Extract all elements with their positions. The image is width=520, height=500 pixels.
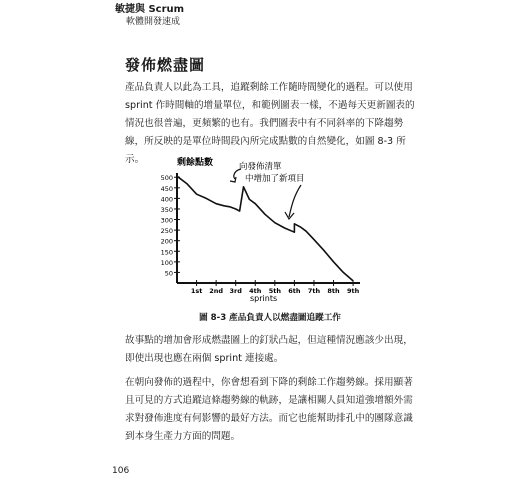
paragraph-trend: 在朝向發佈的過程中，你會想看到下降的剩餘工作趨勢線。採用顯著且可見的方式追蹤這條趨勢線的軌跡，是讓相關人員知道強增額外需求對發佈進度有何影響的最好方法。而它也能幫助排孔中的團隊意識到本身生產力方面的問題。 [125, 377, 413, 442]
y-tick-label: 400 [160, 195, 173, 204]
y-tick-label: 50 [164, 269, 173, 278]
page-number: 106 [112, 466, 130, 476]
annotation-arrow-2 [289, 185, 301, 217]
y-tick-label: 450 [160, 184, 173, 193]
y-tick-label: 150 [160, 248, 173, 257]
book-subtitle: 軟體開發速成 [126, 17, 181, 27]
x-axis-title: sprints [250, 294, 278, 303]
burndown-line [177, 176, 353, 281]
annotation-arrow-1-head [230, 177, 236, 182]
paragraph-intro: 產品負責人以此為工具，追蹤剩餘工作隨時間變化的過程。可以使用 sprint 作時間軸的增量單位，和範例圖表一樣，不過每天更新圖表的情況也很普遍，更頻繁的也有。我們圖表中有不同斜率的下降趨勢線，所反映的是單位時間段內所完成點數的自然變化，如圖 8-3 所示。 [125, 82, 415, 165]
y-tick-label: 100 [160, 258, 173, 267]
x-tick-label: 5th [268, 287, 281, 295]
y-tick-label: 200 [160, 237, 173, 246]
book-title: 敏捷與 Scrum [115, 4, 185, 15]
x-tick-label: 2nd [209, 287, 224, 295]
y-axis-title: 剩餘點數 [177, 158, 214, 168]
x-tick-label: 8th [327, 287, 340, 295]
x-tick-label: 9th [346, 287, 360, 295]
chart-annotation-line2: 中增加了新項目 [245, 174, 305, 184]
x-tick-label: 4th [249, 287, 262, 295]
y-tick-label: 250 [160, 227, 173, 236]
burndown-chart [155, 155, 365, 305]
x-tick-label: 6th [288, 287, 301, 295]
y-tick-label: 500 [160, 174, 173, 183]
x-tick-label: 7th [307, 287, 321, 295]
section-title: 發佈燃盡圖 [125, 56, 206, 74]
burndown-chart-svg [155, 155, 365, 305]
x-tick-label: 3rd [229, 287, 242, 295]
paragraph-spikes: 故事點的增加會形成燃盡圖上的釘狀凸起，但這種情況應該少出現，即使出現也應在兩個 sprint 連接處。 [125, 335, 413, 364]
x-tick-label: 1st [190, 287, 203, 295]
figure-caption: 圖 8-3 產品負責人以燃盡圖追蹤工作 [199, 313, 341, 323]
y-tick-label: 350 [160, 205, 173, 214]
y-tick-label: 300 [160, 216, 173, 225]
chart-annotation-line1: 向發佈清單 [239, 162, 282, 172]
